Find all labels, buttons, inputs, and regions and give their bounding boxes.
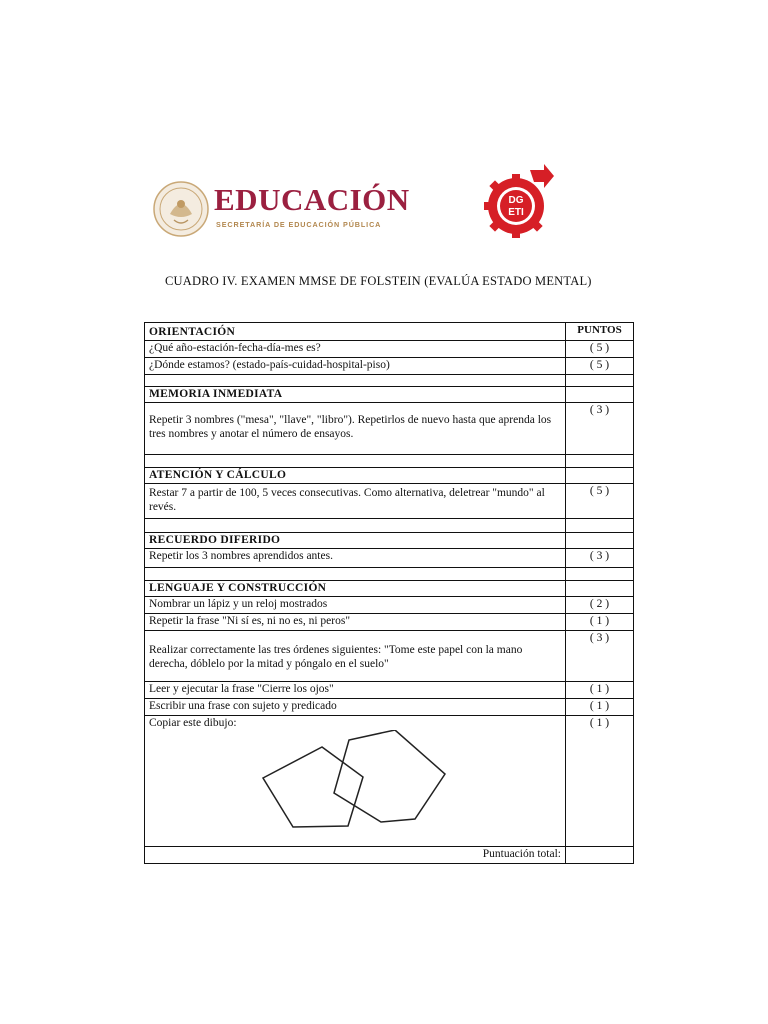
document-title: CUADRO IV. EXAMEN MMSE DE FOLSTEIN (EVALÚA ESTADO MENTAL) (165, 274, 592, 288)
spacer-row (145, 568, 566, 581)
section-title-orientation: ORIENTACIÓN (145, 323, 566, 341)
item-points: ( 5 ) (566, 341, 634, 358)
spacer-row (145, 375, 566, 387)
item-text: Repetir los 3 nombres aprendidos antes. (145, 549, 566, 568)
item-text: Nombrar un lápiz y un reloj mostrados (145, 597, 566, 614)
svg-text:DG: DG (508, 195, 524, 206)
item-points: ( 3 ) (566, 549, 634, 568)
national-seal-icon (152, 180, 210, 238)
points-header: PUNTOS (566, 323, 634, 341)
item-text: Leer y ejecutar la frase "Cierre los ojos" (145, 682, 566, 699)
spacer-cell (566, 375, 634, 387)
header (150, 172, 620, 252)
points-cell-empty (566, 468, 634, 484)
section-title-memory: MEMORIA INMEDIATA (145, 387, 566, 403)
item-text: Escribir una frase con sujeto y predicado (145, 699, 566, 716)
points-cell-empty (566, 387, 634, 403)
spacer-row (145, 455, 566, 468)
section-title-language: LENGUAJE Y CONSTRUCCIÓN (145, 581, 566, 597)
item-text: ¿Qué año-estación-fecha-día-mes es? (145, 341, 566, 358)
points-cell-empty (566, 581, 634, 597)
section-title-recall: RECUERDO DIFERIDO (145, 533, 566, 549)
total-points-cell (566, 847, 634, 864)
item-points: ( 2 ) (566, 597, 634, 614)
section-title-attention: ATENCIÓN Y CÁLCULO (145, 468, 566, 484)
spacer-cell (566, 455, 634, 468)
brand-title: EDUCACIÓN (214, 182, 410, 217)
item-points: ( 5 ) (566, 358, 634, 375)
item-text: Repetir la frase "Ni sí es, ni no es, ni peros" (145, 614, 566, 631)
item-text: Repetir 3 nombres ("mesa", "llave", "libro"). Repetirlos de nuevo hasta que aprenda los tres nombres y anotar el número de ensayos. (145, 403, 566, 455)
item-points: ( 1 ) (566, 682, 634, 699)
item-points: ( 1 ) (566, 699, 634, 716)
item-text: Copiar este dibujo: (149, 717, 237, 729)
spacer-row (145, 519, 566, 533)
mmse-table (144, 322, 634, 864)
points-cell-empty (566, 533, 634, 549)
total-label: Puntuación total: (145, 847, 566, 864)
item-points: ( 3 ) (566, 403, 634, 455)
drawing-cell (145, 716, 566, 847)
pentagon-right (334, 730, 445, 822)
item-text: Restar 7 a partir de 100, 5 veces consecutivas. Como alternativa, deletrear "mundo" al revés. (145, 484, 566, 519)
item-points: ( 1 ) (566, 716, 634, 847)
spacer-cell (566, 568, 634, 581)
overlapping-pentagons-drawing (149, 730, 562, 844)
item-points: ( 3 ) (566, 631, 634, 682)
brand-subtitle: SECRETARÍA DE EDUCACIÓN PÚBLICA (216, 220, 382, 229)
item-text: ¿Dónde estamos? (estado-país-cuidad-hospital-piso) (145, 358, 566, 375)
item-text: Realizar correctamente las tres órdenes siguientes: "Tome este papel con la mano derecha, dóblelo por la mitad y póngalo en el suelo" (145, 631, 566, 682)
item-points: ( 1 ) (566, 614, 634, 631)
svg-text:ETI: ETI (508, 207, 524, 218)
pentagon-left (263, 747, 363, 827)
dgeti-logo-icon (482, 162, 554, 242)
spacer-cell (566, 519, 634, 533)
item-points: ( 5 ) (566, 484, 634, 519)
